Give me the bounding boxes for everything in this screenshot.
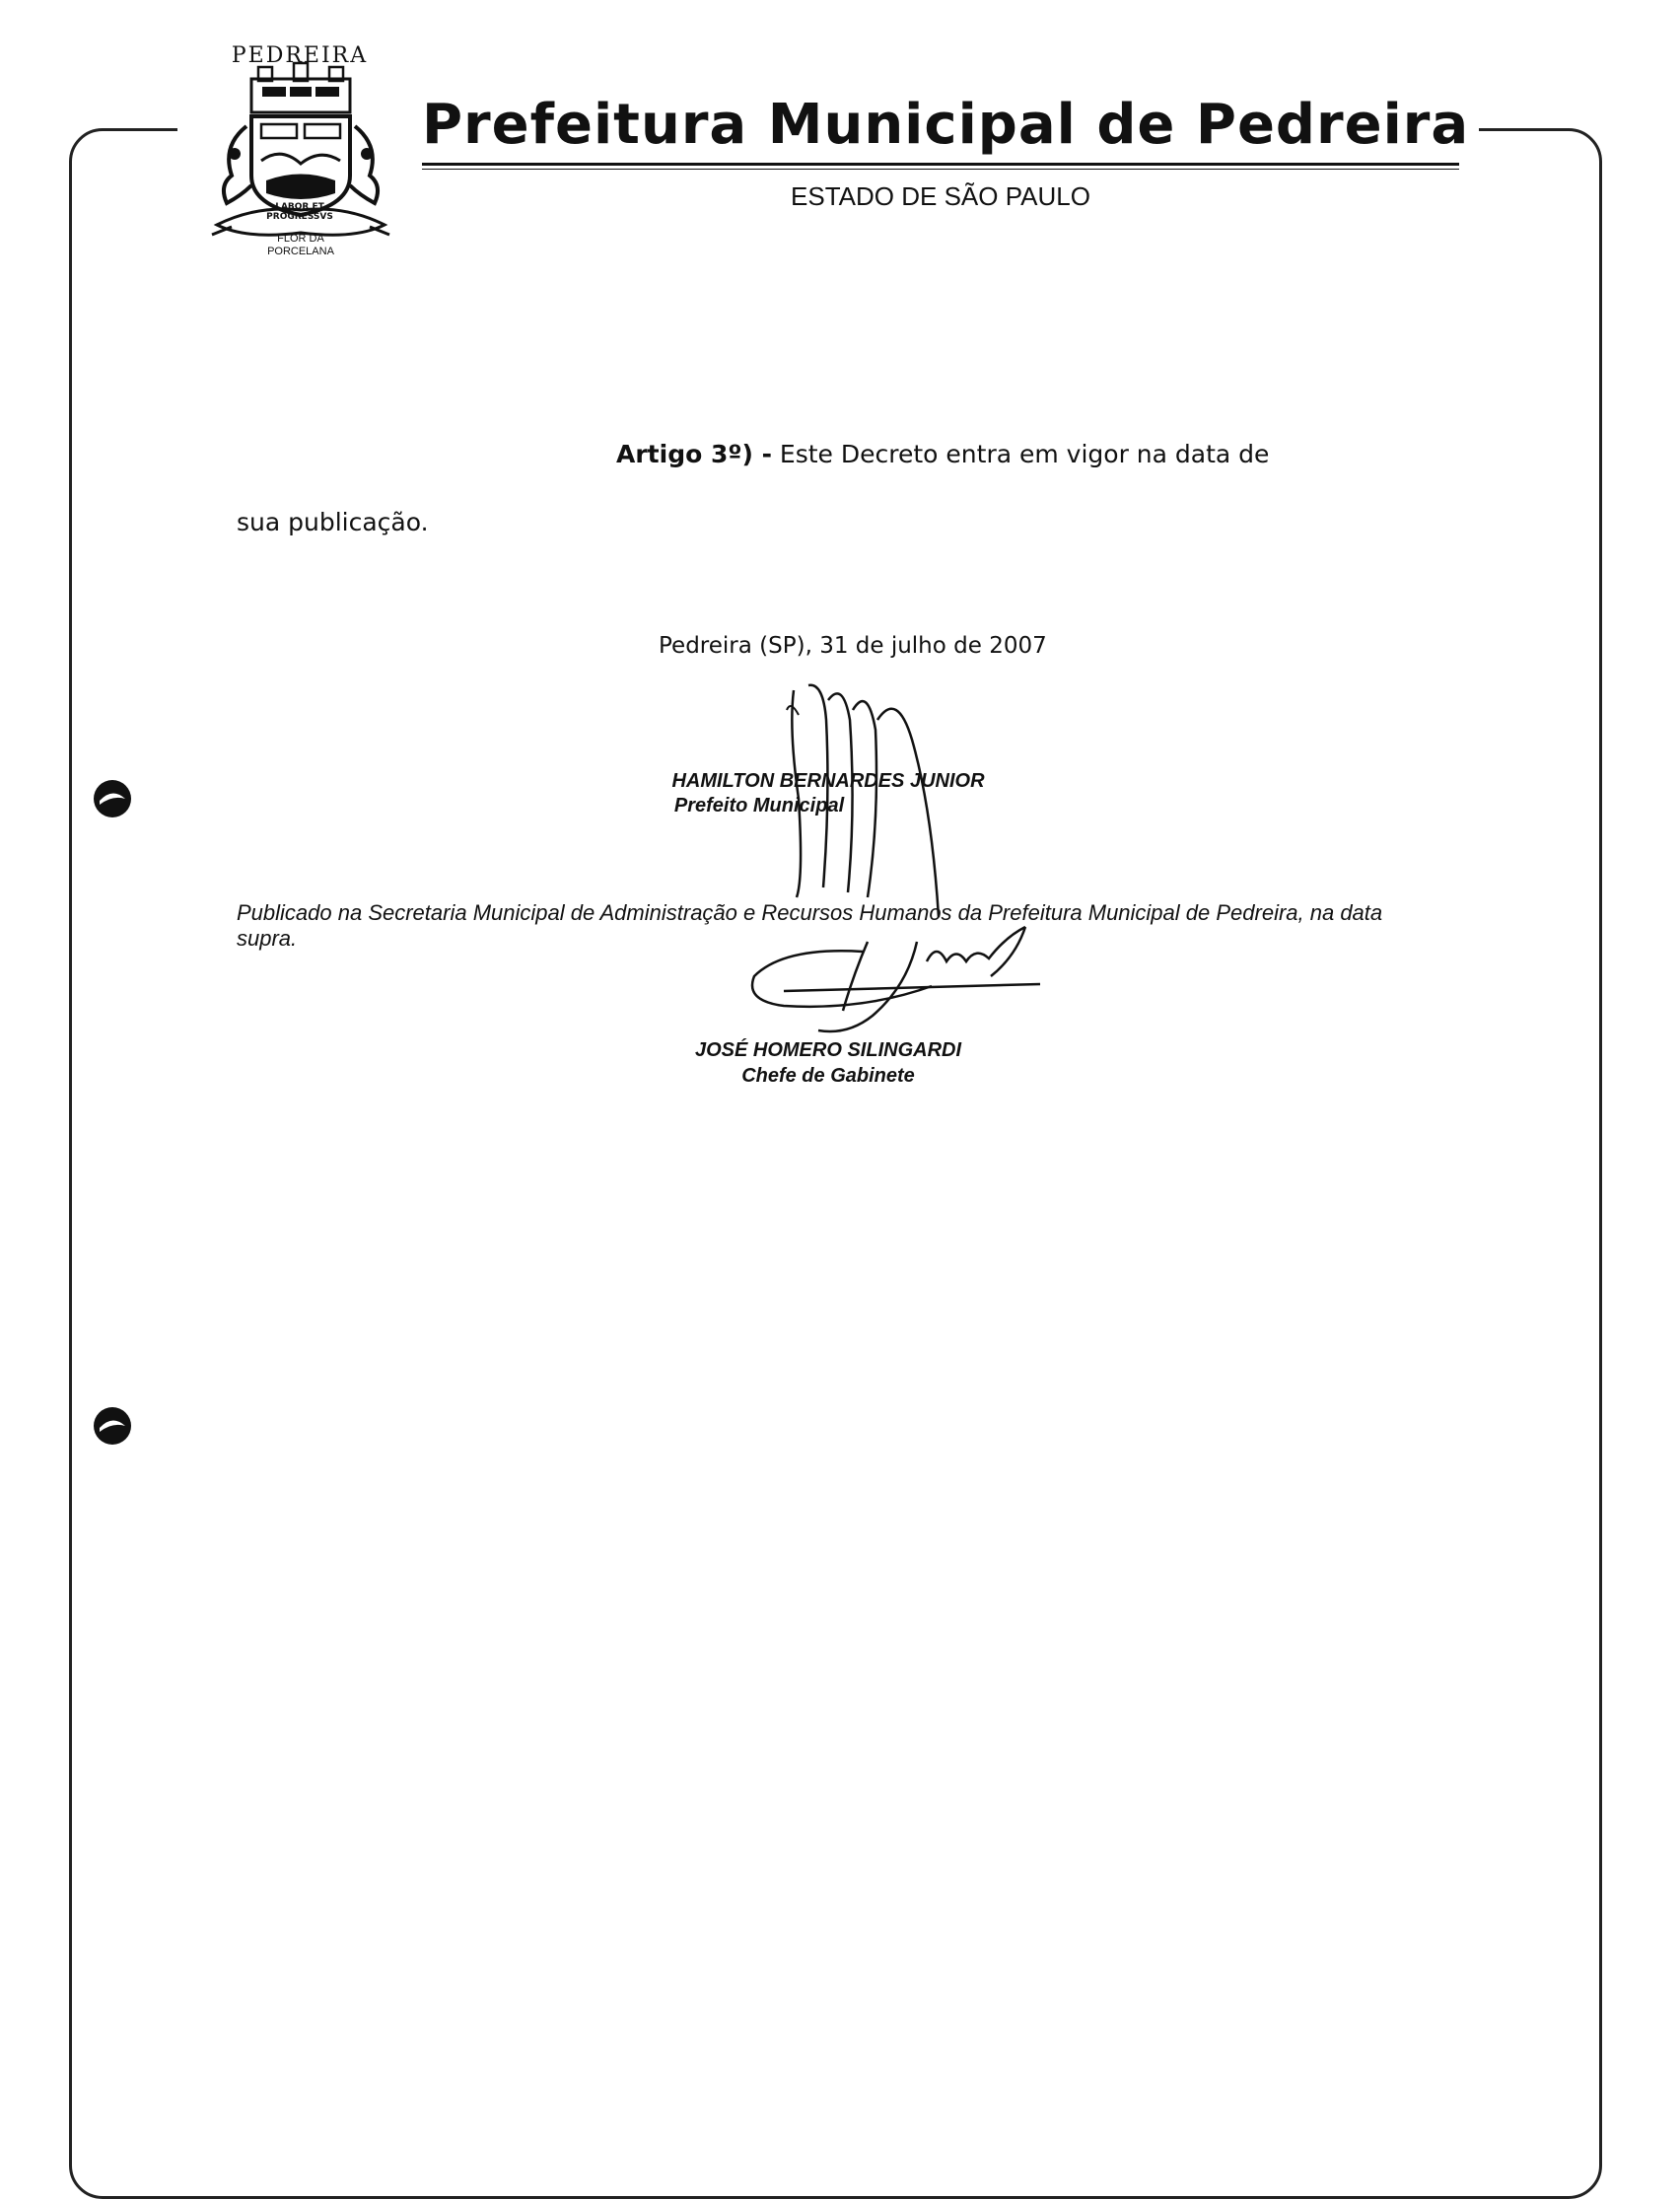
mayor-name: HAMILTON BERNARDES JUNIOR bbox=[671, 770, 985, 792]
article-paragraph bbox=[616, 437, 1504, 472]
article-continuation: sua publicação. bbox=[237, 508, 429, 536]
publication-note: Publicado na Secretaria Municipal de Administração e Recursos Humanos da Prefeitura Municipal de Pedreira, na data supra. bbox=[237, 900, 1383, 951]
article-label: Artigo 3º) - bbox=[616, 440, 772, 468]
chief-role: Chefe de Gabinete bbox=[741, 1065, 915, 1087]
article-text: Este Decreto entra em vigor na data de bbox=[771, 440, 1270, 468]
punch-hole-icon bbox=[91, 1404, 134, 1448]
coat-of-arms-icon bbox=[207, 37, 394, 264]
crest-town-label: PEDREIRA bbox=[231, 43, 369, 68]
mayor-role: Prefeito Municipal bbox=[673, 795, 845, 816]
crest-subtitle-line-1: FLOR DA bbox=[277, 233, 324, 245]
chief-name: JOSÉ HOMERO SILINGARDI bbox=[694, 1039, 962, 1061]
title-rule bbox=[422, 163, 1459, 166]
punch-hole-icon bbox=[91, 777, 134, 820]
title-rule-thin bbox=[422, 169, 1459, 170]
crest-subtitle-line-2: PORCELANA bbox=[267, 246, 334, 257]
state-subtitle: ESTADO DE SÃO PAULO bbox=[791, 181, 1090, 211]
crest-motto: LABOR ET PROGRESSVS bbox=[266, 202, 333, 222]
place-date: Pedreira (SP), 31 de julho de 2007 bbox=[659, 633, 1047, 659]
page-title: Prefeitura Municipal de Pedreira bbox=[422, 93, 1470, 157]
